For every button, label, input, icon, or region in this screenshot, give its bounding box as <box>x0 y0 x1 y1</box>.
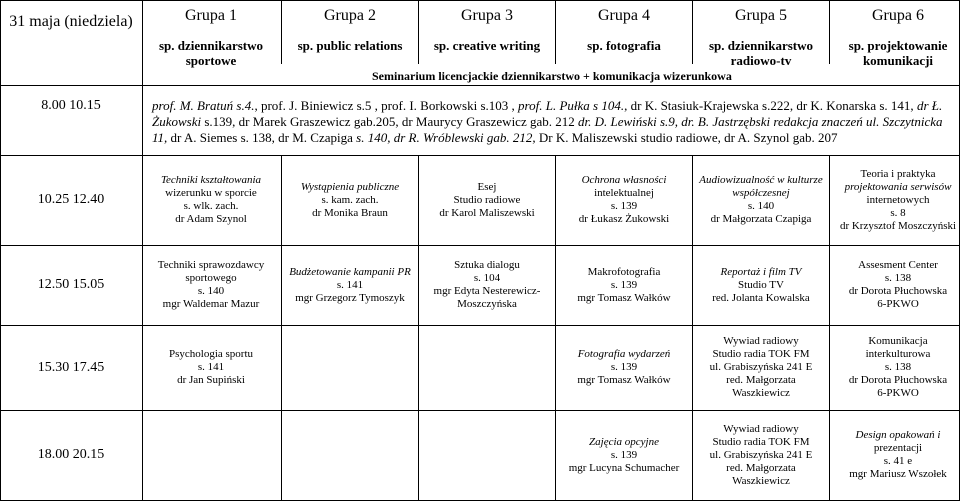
time-slot: 10.25 12.40 <box>37 192 105 207</box>
class-cell-line: 6-PKWO <box>877 387 919 399</box>
lecturer-text: , prof. J. Biniewicz s.5 , prof. I. Borkowski s.103 , <box>254 98 519 113</box>
class-cell-line: Studio TV <box>738 278 784 291</box>
class-cell-line: intelektualnej <box>594 187 654 199</box>
class-cell-line: s. 138 <box>884 272 912 284</box>
class-cell-line: s. wlk. zach. <box>183 200 239 212</box>
specialization-line: sp. fotografia <box>587 38 661 53</box>
grid-line <box>0 410 960 411</box>
class-cell <box>143 348 279 387</box>
class-cell-line: Waszkiewicz <box>732 474 790 487</box>
class-cell-line: Komunikacja <box>868 335 928 347</box>
class-cell-line: Techniki sprawozdawcy <box>157 259 265 271</box>
class-cell-line: wizerunku w sporcie <box>165 187 257 199</box>
grid-line <box>142 0 143 501</box>
class-cell <box>282 181 418 220</box>
class-cell-line: internetowych <box>866 193 930 206</box>
class-cell <box>556 266 692 305</box>
class-cell-line: dr Monika Braun <box>312 206 388 219</box>
class-cell-line: dr Jan Supiński <box>177 374 245 386</box>
class-cell-line: s. 138 <box>884 361 912 373</box>
class-cell <box>419 259 555 311</box>
class-cell <box>556 436 692 475</box>
class-cell-line: 6-PKWO <box>877 298 919 310</box>
grid-line <box>0 85 960 86</box>
specialization-line: sp. public relations <box>297 38 403 53</box>
grid-line <box>0 0 960 1</box>
class-cell-line: mgr Tomasz Wałków <box>577 291 671 304</box>
class-cell-line: mgr Lucyna Schumacher <box>568 461 680 474</box>
class-cell <box>282 266 418 305</box>
class-cell-line: s. 141 <box>336 278 364 291</box>
class-cell-line: dr Adam Szynol <box>175 213 247 225</box>
lecturer-text: prof. L. Pułka s 104. <box>518 98 625 113</box>
lecturer-text: dr A. Siemes s. 138, dr M. Czapiga <box>167 130 357 145</box>
grid-line <box>0 325 960 326</box>
class-cell <box>693 174 829 226</box>
class-cell-line: Design opakowań i <box>855 429 941 441</box>
class-cell-line: Studio radia TOK FM <box>712 435 810 448</box>
specialization-line: komunikacji <box>862 53 934 68</box>
class-cell-line: Teoria i praktyka <box>860 167 936 180</box>
class-cell-line: Esej <box>477 180 497 193</box>
class-cell-line: Assesment Center <box>858 259 938 271</box>
group-specialization <box>282 38 418 53</box>
lecturer-text: , dr K. Stasiuk-Krajewska s.222, dr K. Konarska s. 141, <box>624 98 917 113</box>
class-cell-line: s. 8 <box>890 206 906 219</box>
class-cell-line: Zajęcia opcyjne <box>589 435 659 448</box>
class-cell <box>143 174 279 226</box>
class-cell <box>556 348 692 387</box>
class-cell-line: s. 140 <box>747 200 775 212</box>
grid-line <box>0 155 960 156</box>
class-cell-line: s. 139 <box>610 361 638 373</box>
class-cell-line: prezentacji <box>873 442 923 454</box>
class-cell-line: Audiowizualność w kulturze <box>699 174 823 186</box>
class-cell <box>830 335 960 400</box>
class-cell-line: dr Dorota Płuchowska <box>848 374 948 386</box>
class-cell <box>143 259 279 311</box>
class-cell-line: Moszczyńska <box>457 298 517 310</box>
specialization-line: sp. dziennikarstwo <box>158 38 264 53</box>
lecturer-text: Dr K. Maliszewski studio radiowe, dr A. Szynol gab. 207 <box>535 130 838 145</box>
class-cell <box>693 335 829 400</box>
class-cell-line: ul. Grabiszyńska 241 E <box>709 361 813 373</box>
group-name: Grupa 4 <box>598 7 650 24</box>
time-slot: 12.50 15.05 <box>37 277 105 292</box>
class-cell <box>830 259 960 311</box>
class-cell-line: s. kam. zach. <box>321 193 379 206</box>
class-cell-line: dr Łukasz Żukowski <box>578 213 670 225</box>
class-cell-line: red. Małgorzata <box>726 461 796 474</box>
specialization-line: sportowe <box>185 53 237 68</box>
class-cell-line: mgr Grzegorz Tymoszyk <box>295 291 405 304</box>
time-slot: 18.00 20.15 <box>37 447 105 462</box>
lecturer-text: s.139, dr Marek Graszewicz gab.205, dr Maurycy Graszewicz gab. 212 <box>201 114 578 129</box>
specialization-line: radiowo-tv <box>730 53 792 68</box>
class-cell-line: Sztuka dialogu <box>454 259 520 271</box>
class-cell <box>419 181 555 220</box>
class-cell-line: Wystąpienia publiczne <box>300 180 400 193</box>
class-cell-line: Makrofotografia <box>587 265 661 278</box>
specialization-line: sp. projektowanie <box>848 38 948 53</box>
time-slot: 15.30 17.45 <box>37 359 105 375</box>
class-cell-line: ul. Grabiszyńska 241 E <box>709 448 813 461</box>
class-cell-line: dr Małgorzata Czapiga <box>710 213 812 225</box>
class-cell-line: s. 141 <box>197 361 225 373</box>
schedule-date: 31 maja (niedziela) <box>9 13 133 30</box>
seminar-title: Seminarium licencjackie dziennikarstwo + komunikacja wizerunkowa <box>372 69 732 83</box>
class-cell-line: Wywiad radiowy <box>723 422 799 435</box>
class-cell <box>693 266 829 305</box>
group-name: Grupa 2 <box>324 7 376 24</box>
class-cell-line: dr Dorota Płuchowska <box>848 285 948 297</box>
class-cell-line: Techniki kształtowania <box>160 174 262 186</box>
class-cell-line: mgr Tomasz Wałków <box>577 374 671 386</box>
lecturer-text: prof. M. Bratuń s.4. <box>152 98 255 113</box>
class-cell-line: s. 139 <box>610 448 638 461</box>
group-specialization <box>693 38 829 68</box>
class-cell-line: s. 41 e <box>883 455 913 467</box>
class-cell <box>693 423 829 488</box>
group-specialization <box>556 38 692 53</box>
class-cell-line: interkulturowa <box>865 348 931 360</box>
group-name: Grupa 5 <box>735 7 787 24</box>
class-cell-line: Wywiad radiowy <box>723 335 799 347</box>
lecturer-text: dr Ł. Żukowski <box>152 98 943 129</box>
class-cell-line: Budżetowanie kampanii PR <box>289 265 411 278</box>
class-cell <box>830 429 960 481</box>
class-cell-line: red. Jolanta Kowalska <box>712 291 810 304</box>
class-cell-line: s. 140 <box>197 285 225 297</box>
lecturer-text: s. 140, dr R. Wróblewski gab. 212, <box>356 130 536 145</box>
class-cell-line: Ochrona własności <box>581 174 667 186</box>
class-cell-line: Psychologia sportu <box>168 348 254 360</box>
class-cell-line: s. 139 <box>610 200 638 212</box>
class-cell-line: s. 139 <box>610 278 638 291</box>
group-specialization <box>143 38 279 68</box>
class-cell-line: mgr Mariusz Wszołek <box>849 468 947 480</box>
grid-line <box>0 245 960 246</box>
group-specialization <box>419 38 555 53</box>
class-cell-line: współczesnej <box>732 187 790 199</box>
class-cell-line: sportowego <box>185 272 237 284</box>
class-cell-line: dr Krzysztof Moszczyński <box>839 219 957 232</box>
class-cell-line: Reportaż i film TV <box>720 265 802 278</box>
specialization-line: sp. creative writing <box>433 38 541 53</box>
class-cell-line: dr Karol Maliszewski <box>439 206 535 219</box>
group-name: Grupa 1 <box>185 7 237 24</box>
class-cell-line: red. Małgorzata <box>726 374 796 386</box>
class-cell-line: mgr Waldemar Mazur <box>162 298 260 310</box>
specialization-line: sp. dziennikarstwo <box>708 38 814 53</box>
class-cell-line: s. 104 <box>473 272 501 284</box>
class-cell-line: Waszkiewicz <box>732 387 790 399</box>
class-cell-line: projektowania serwisów <box>844 180 952 193</box>
group-name: Grupa 6 <box>872 7 924 24</box>
group-specialization <box>830 38 960 68</box>
class-cell-line: Fotografia wydarzeń <box>577 348 671 360</box>
class-cell <box>830 168 960 233</box>
grid-line <box>0 0 1 501</box>
group-name: Grupa 3 <box>461 7 513 24</box>
class-cell-line: mgr Edyta Nesterewicz- <box>433 285 541 297</box>
time-slot: 8.00 10.15 <box>41 98 101 113</box>
lecturer-text: dr. D. Lewiński s.9, dr. B. Jastrzębski redakcja znaczeń ul. Szczytnicka 11, <box>152 114 943 145</box>
seminar-lecturers <box>152 98 952 146</box>
class-cell <box>556 174 692 226</box>
class-cell-line: Studio radiowe <box>453 193 521 206</box>
class-cell-line: Studio radia TOK FM <box>712 348 810 360</box>
